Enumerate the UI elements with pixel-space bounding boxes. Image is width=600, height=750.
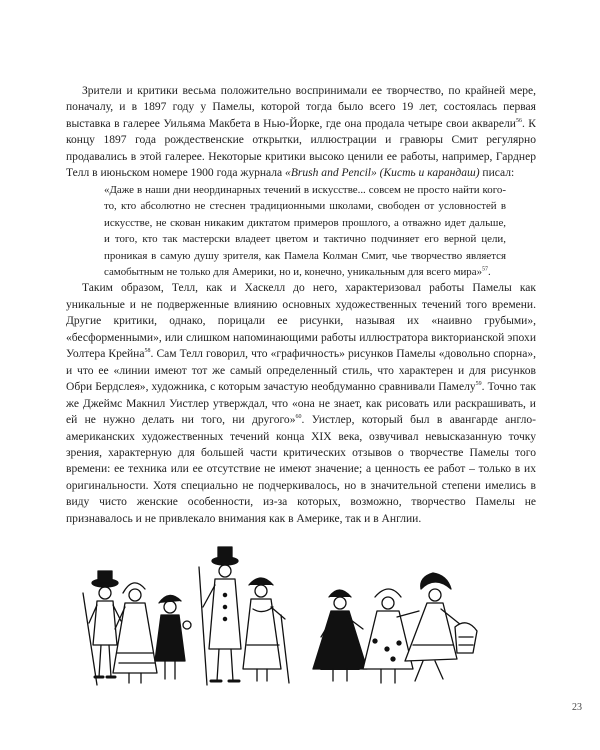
figure-lady-dark-dress xyxy=(313,590,367,681)
footnote-ref-59: 59 xyxy=(475,381,482,388)
paragraph-1-text-cont: . К концу 1897 года рождественские открытки, иллюстрации и гравюры Смит регулярно продавались в этой галерее. Некоторые критики высоко ценили ее работы, например, Гарднер Телл в июньском номере 1900 года журнала xyxy=(66,117,536,180)
paragraph-1-text-end: писал: xyxy=(479,167,515,180)
footnote-ref-60: 60 xyxy=(295,414,302,421)
figure-tall-man xyxy=(199,547,241,685)
figure-child xyxy=(155,595,191,679)
figure-dancing-woman xyxy=(405,573,477,681)
figure-cloaked xyxy=(363,589,419,683)
footnote-ref-57: 57 xyxy=(482,266,489,273)
main-text xyxy=(66,83,536,527)
paragraph-2-text: Таким образом, Телл, как и Хаскелл до него, характеризовал работы Памелы как уникальные и не подверженные влиянию основных художественных течений того времени. Другие критики, однако, порицали ее рисунки, называя их «наивно грубыми», «бесформенными», или слишком напоминающими работы иллюстратора викторианской эпохи Уолтера Крейна xyxy=(66,282,536,361)
paragraph-1 xyxy=(66,83,536,182)
quote-text: «Даже в наши дни неординарных течений в искусстве... совсем не просто найти кого-то, кто абсолютно не стеснен традиционными школами, свободен от условностей в искусстве, не скован никаким диктатом примеров прошлого, а отважно идет дальше, и того, кто так мастерски владеет цветом и тактично подчиняет его верной цели, проникая в самую душу зрителя, как Памела Колман Смит, чье творчество является самобытным не только для Америки, но и, конечно, уникальным для всего мира» xyxy=(104,183,506,278)
paragraph-2-text-cont2: . Точно так же Джеймс Макнил Уистлер утверждал, что «она не знает, как рисовать или раскрашивать, и ей не нужно делать ни того, ни другого» xyxy=(66,381,536,427)
block-quote xyxy=(104,182,506,281)
journal-title: «Brush and Pencil» (Кисть и карандаш) xyxy=(285,167,480,180)
paragraph-2 xyxy=(66,280,536,527)
quote-text-end: . xyxy=(488,265,491,278)
footnote-ref-56: 56 xyxy=(515,118,522,125)
page-number: 23 xyxy=(572,702,582,713)
procession-of-figures-drawing-icon xyxy=(75,545,525,690)
paragraph-2-text-end: . Уистлер, который был в авангарде англо-американских художественных течений конца XIX века, озвучивал невысказанную точку зрения, характерную для большей части критических отзывов о творчестве Памелы того времени: ее техника или ее отсутствие не имеют значение; а ценность ее работ – только в их оригинальности. Хотя специально не подчеркивалось, но в значительной степени имелись в виду чисто женские особенности, из-за которых, возможно, творчество Памелы не признавалось и не привлекало внимания как в Америке, так и в Англии. xyxy=(66,414,536,525)
footnote-ref-58: 58 xyxy=(144,348,151,355)
paragraph-2-text-cont: . Сам Телл говорил, что «графичность» рисунков Памелы «довольно спорна», и что ее «линии имеют тот же самый определенный стиль, что характерен и для рисунков Обри Бердслея», художника, с которым зачастую необдуманно сравнивали Памелу xyxy=(66,348,537,394)
figure-woman-bonnet xyxy=(113,583,157,683)
figure-old-woman xyxy=(243,578,289,683)
paragraph-1-text: Зрители и критики весьма положительно воспринимали ее творчество, по крайней мере, поначалу, и в 1897 году у Памелы, которой тогда было всего 19 лет, состоялась первая выставка в галерее Уильяма Макбета в Нью-Йорке, где она продала четыре свои акварели xyxy=(66,85,536,130)
